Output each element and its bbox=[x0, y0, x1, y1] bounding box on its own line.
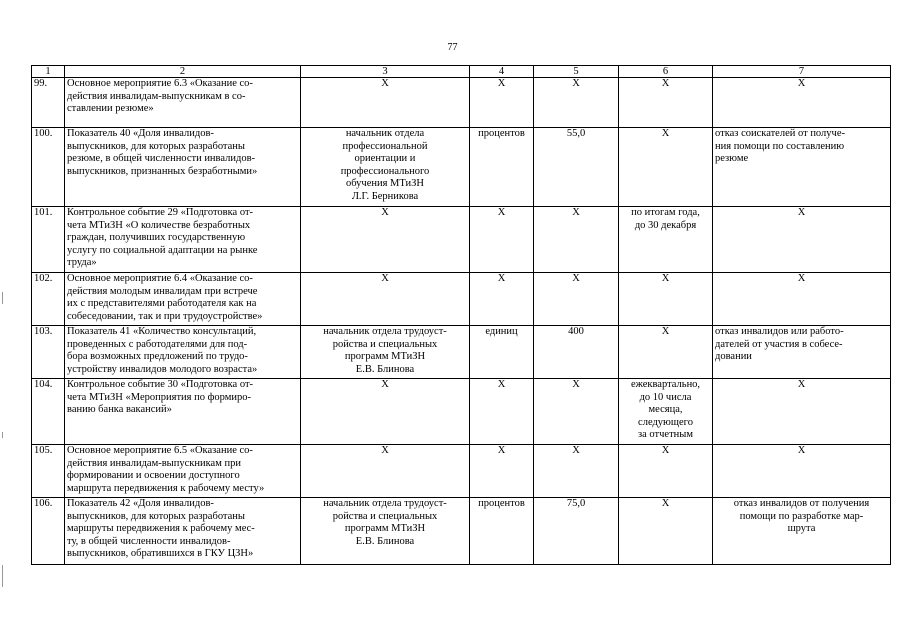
row-value: Х bbox=[534, 273, 619, 326]
row-number: 99. bbox=[32, 78, 65, 128]
row-name: Контрольное событие 30 «Подготовка от- чета МТиЗН «Мероприятия по формиро- ванию банка вакансий» bbox=[65, 379, 301, 445]
row-responsible: начальник отдела трудоуст- ройства и специальных программ МТиЗН Е.В. Блинова bbox=[301, 326, 470, 379]
column-header: 4 bbox=[470, 66, 534, 78]
row-number: 105. bbox=[32, 445, 65, 498]
table-row bbox=[32, 326, 891, 379]
row-name: Контрольное событие 29 «Подготовка от- чета МТиЗН «О количестве безработных граждан, получивших государственную услугу по социальной адаптации на рынке труда» bbox=[65, 207, 301, 273]
row-unit: Х bbox=[470, 207, 534, 273]
column-header: 6 bbox=[619, 66, 713, 78]
row-unit: единиц bbox=[470, 326, 534, 379]
row-responsible: начальник отдела трудоуст- ройства и специальных программ МТиЗН Е.В. Блинова bbox=[301, 498, 470, 565]
row-deadline: Х bbox=[619, 128, 713, 207]
row-value: Х bbox=[534, 379, 619, 445]
row-responsible: начальник отдела профессиональной ориентации и профессионального обучения МТиЗН Л.Г. Берникова bbox=[301, 128, 470, 207]
row-number: 104. bbox=[32, 379, 65, 445]
row-note: Х bbox=[713, 273, 891, 326]
row-note: отказ соискателей от получе- ния помощи по составлению резюме bbox=[713, 128, 891, 207]
row-unit: Х bbox=[470, 78, 534, 128]
row-unit: процентов bbox=[470, 498, 534, 565]
row-deadline: по итогам года, до 30 декабря bbox=[619, 207, 713, 273]
row-responsible: Х bbox=[301, 207, 470, 273]
row-unit: Х bbox=[470, 445, 534, 498]
column-header: 2 bbox=[65, 66, 301, 78]
row-name: Основное мероприятие 6.3 «Оказание со- действия инвалидам-выпускникам в со- ставлении резюме» bbox=[65, 78, 301, 128]
table-row bbox=[32, 445, 891, 498]
row-value: 75,0 bbox=[534, 498, 619, 565]
margin-mark bbox=[2, 432, 3, 438]
row-number: 101. bbox=[32, 207, 65, 273]
row-deadline: Х bbox=[619, 498, 713, 565]
row-number: 106. bbox=[32, 498, 65, 565]
table-row bbox=[32, 273, 891, 326]
row-responsible: Х bbox=[301, 379, 470, 445]
row-responsible: Х bbox=[301, 78, 470, 128]
table-row bbox=[32, 207, 891, 273]
row-value: Х bbox=[534, 445, 619, 498]
row-name: Показатель 40 «Доля инвалидов- выпускников, для которых разработаны резюме, в общей численности инвалидов- выпускников, признанных безработными» bbox=[65, 128, 301, 207]
row-deadline: Х bbox=[619, 273, 713, 326]
row-value: Х bbox=[534, 78, 619, 128]
row-value: 55,0 bbox=[534, 128, 619, 207]
row-value: 400 bbox=[534, 326, 619, 379]
header-row bbox=[32, 66, 891, 78]
page-number: 77 bbox=[447, 42, 458, 53]
column-header: 5 bbox=[534, 66, 619, 78]
row-note: Х bbox=[713, 445, 891, 498]
row-name: Основное мероприятие 6.5 «Оказание со- действия инвалидам-выпускникам при формировании и освоении доступного маршрута передвижения к рабочему месту» bbox=[65, 445, 301, 498]
row-name: Показатель 41 «Количество консультаций, проведенных с работодателями для под- бора возможных предложений по трудо- устройству инвалидов молодого возраста» bbox=[65, 326, 301, 379]
row-note: отказ инвалидов или работо- дателей от участия в собесе- довании bbox=[713, 326, 891, 379]
row-note: Х bbox=[713, 379, 891, 445]
row-name: Показатель 42 «Доля инвалидов- выпускников, для которых разработаны маршруты передвижения к рабочему мес- ту, в общей численности инвалидов- выпускников, обратившихся в ГКУ ЦЗН» bbox=[65, 498, 301, 565]
row-deadline: Х bbox=[619, 326, 713, 379]
row-responsible: Х bbox=[301, 445, 470, 498]
row-name: Основное мероприятие 6.4 «Оказание со- действия молодым инвалидам при встрече их с представителями работодателя как на собеседовании, так и при трудоустройстве» bbox=[65, 273, 301, 326]
row-number: 102. bbox=[32, 273, 65, 326]
row-note: отказ инвалидов от получения помощи по разработке мар- шрута bbox=[713, 498, 891, 565]
row-value: Х bbox=[534, 207, 619, 273]
row-deadline: Х bbox=[619, 445, 713, 498]
column-header: 3 bbox=[301, 66, 470, 78]
data-table bbox=[31, 65, 891, 565]
table-row bbox=[32, 78, 891, 128]
row-responsible: Х bbox=[301, 273, 470, 326]
row-deadline: ежеквартально, до 10 числа месяца, следующего за отчетным bbox=[619, 379, 713, 445]
margin-mark bbox=[2, 565, 3, 587]
row-deadline: Х bbox=[619, 78, 713, 128]
row-number: 100. bbox=[32, 128, 65, 207]
row-unit: Х bbox=[470, 379, 534, 445]
row-note: Х bbox=[713, 78, 891, 128]
column-header: 1 bbox=[32, 66, 65, 78]
row-number: 103. bbox=[32, 326, 65, 379]
table-row bbox=[32, 498, 891, 565]
table-row bbox=[32, 379, 891, 445]
column-header: 7 bbox=[713, 66, 891, 78]
row-unit: процентов bbox=[470, 128, 534, 207]
row-note: Х bbox=[713, 207, 891, 273]
margin-mark bbox=[2, 292, 3, 304]
row-unit: Х bbox=[470, 273, 534, 326]
table-row bbox=[32, 128, 891, 207]
